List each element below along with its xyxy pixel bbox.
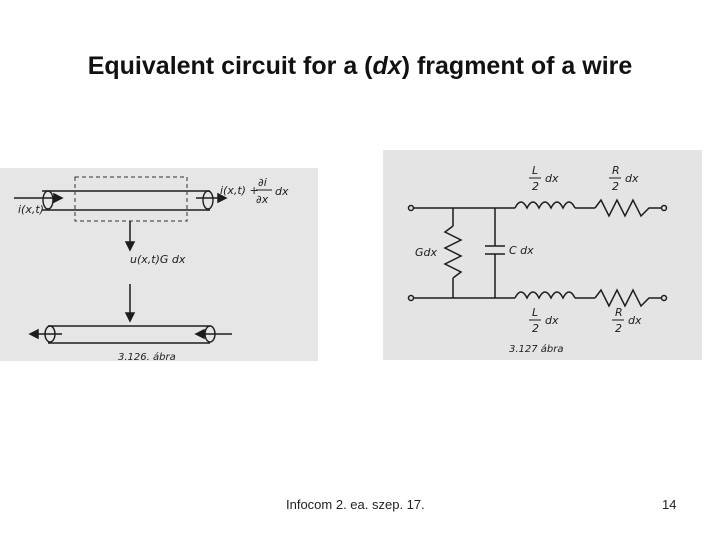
label-2-L-bottom: 2 [532, 322, 539, 335]
label-R-bottom: R [615, 306, 623, 319]
terminal-bottom-right [662, 296, 667, 301]
left-caption: 3.126. ábra [118, 352, 176, 361]
page-number: 14 [662, 497, 677, 512]
wire-fragment-drawing [0, 168, 318, 361]
label-dx: dx [275, 185, 289, 198]
shunt-capacitor [485, 208, 505, 298]
right-caption: 3.127 ábra [509, 344, 564, 355]
terminal-bottom-left [409, 296, 414, 301]
leakage-arrow [126, 221, 134, 321]
label-dx-denominator: ∂x [256, 193, 269, 206]
lower-current-arrows [30, 330, 232, 338]
terminal-top-left [409, 206, 414, 211]
title-pre: Equivalent circuit for a ( [87, 52, 373, 80]
label-current-out: i(x,t) + [220, 184, 259, 197]
lower-wire [45, 326, 215, 343]
slide-title [0, 52, 720, 81]
label-leakage-current: u(x,t)G dx [130, 253, 186, 266]
shunt-conductance-resistor [445, 208, 461, 298]
label-dx-R-top: dx [625, 172, 639, 185]
label-2-R-top: 2 [612, 180, 619, 193]
label-R-top: R [612, 164, 620, 177]
inductor-bottom [515, 292, 575, 298]
wire-fragment-figure [0, 168, 318, 361]
equivalent-circuit-drawing [383, 150, 702, 360]
label-dx-R-bottom: dx [628, 314, 642, 327]
label-dx-L-bottom: dx [545, 314, 559, 327]
dx-volume-dashed-box [75, 177, 187, 221]
label-dx-L-top: dx [545, 172, 559, 185]
label-conductance: Gdx [415, 246, 438, 259]
label-2-R-bottom: 2 [615, 322, 622, 335]
current-arrows [14, 194, 226, 202]
equivalent-circuit-figure [383, 150, 702, 360]
title-variable: dx [372, 52, 402, 80]
label-capacitance: C dx [509, 244, 534, 257]
label-2-L-top: 2 [532, 180, 539, 193]
resistor-bottom [595, 290, 661, 306]
label-current-in: i(x,t) [18, 203, 44, 216]
terminal-top-right [662, 206, 667, 211]
inductor-top [515, 202, 575, 208]
label-L-bottom: L [532, 306, 539, 319]
resistor-top [595, 200, 661, 216]
title-post: ) fragment of a wire [401, 52, 633, 80]
label-L-top: L [532, 164, 539, 177]
footer-text: Infocom 2. ea. szep. 17. [286, 497, 425, 512]
label-di: ∂i [258, 176, 267, 189]
